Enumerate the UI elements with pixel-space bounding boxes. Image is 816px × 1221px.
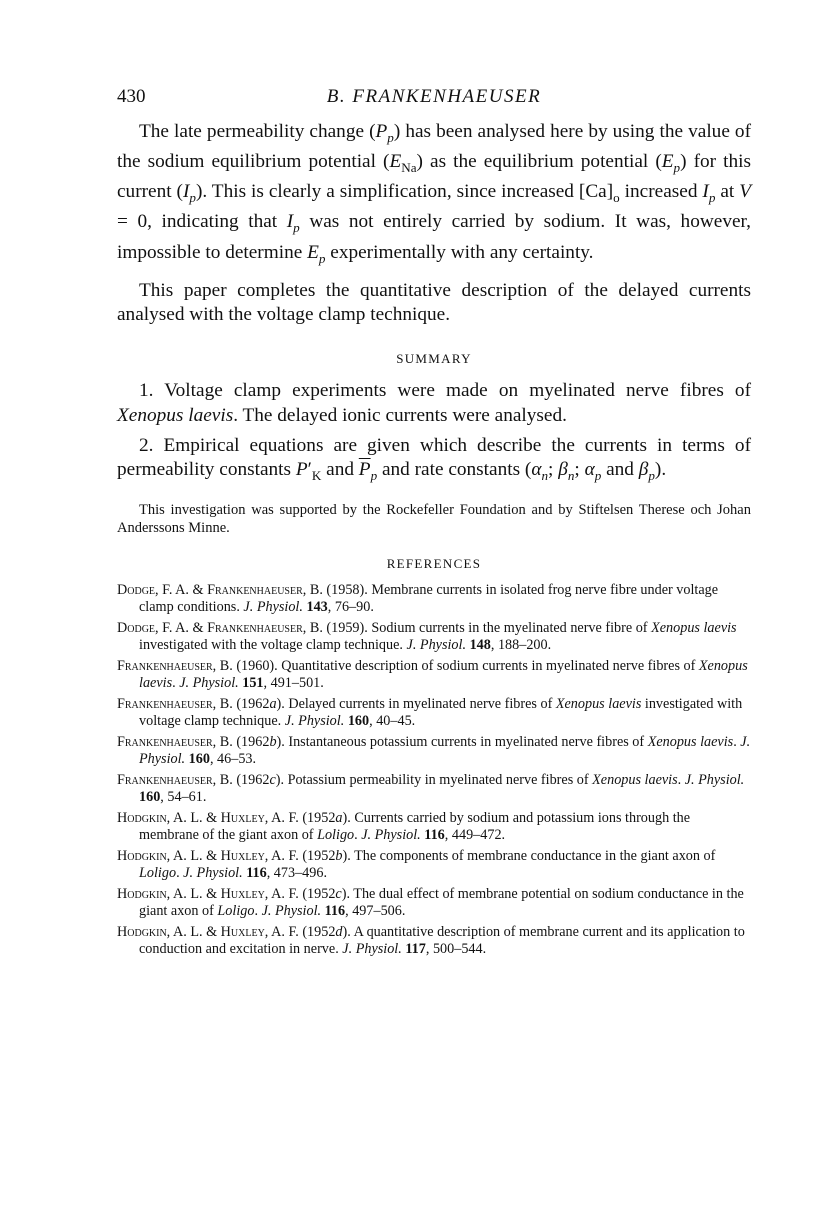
references-heading: REFERENCES xyxy=(386,556,482,572)
reference-item: Hodgkin, A. L. & Huxley, A. F. (1952a). Currents carried by sodium and potassium ions through the membrane of the giant axon of Loligo. J. Physiol. 116, 449–472. xyxy=(117,810,691,844)
reference-item: Hodgkin, A. L. & Huxley, A. F. (1952b). The components of membrane conductance in the giant axon of Loligo. J. Physiol. 116, 473–496. xyxy=(117,848,716,882)
reference-item: Frankenhaeuser, B. (1962a). Delayed currents in myelinated nerve fibres of Xenopus laevis investigated with voltage clamp technique. J. Physiol. 160, 40–45. xyxy=(117,696,743,730)
running-head: B. FRANKENHAEUSER xyxy=(326,86,542,107)
reference-item: Frankenhaeuser, B. (1962b). Instantaneous potassium currents in myelinated nerve fibres of Xenopus laevis. J. Physiol. 160, 46–53. xyxy=(117,734,751,768)
summary-item-1: 1. Voltage clamp experiments were made on myelinated nerve fibres of Xenopus laevis. The delayed ionic currents were analysed. xyxy=(117,380,751,426)
article-body xyxy=(117,120,751,962)
reference-list xyxy=(117,582,751,958)
summary-item-2: 2. Empirical equations are given which describe the currents in terms of permeability constants $P'_K$ and $\overline{P}_p$ and rate constants ($\alpha_n$; $\beta_n$; $\alpha_p$ and $\beta_p$). xyxy=(117,434,751,484)
summary-heading: SUMMARY xyxy=(396,351,472,367)
reference-item: Dodge, F. A. & Frankenhaeuser, B. (1958). Membrane currents in isolated frog nerve fibre under voltage clamp conditions. J. Physiol. 143, 76–90. xyxy=(117,582,719,616)
paragraph-conclusion: This paper completes the quantitative description of the delayed currents analysed with the voltage clamp technique. xyxy=(117,279,751,326)
reference-item: Frankenhaeuser, B. (1960). Quantitative description of sodium currents in myelinated nerve fibres of Xenopus laevis. J. Physiol. 151, 491–501. xyxy=(117,658,748,692)
reference-item: Dodge, F. A. & Frankenhaeuser, B. (1959). Sodium currents in the myelinated nerve fibre of Xenopus laevis investigated with the voltage clamp technique. J. Physiol. 148, 188–200. xyxy=(117,620,737,654)
page-header xyxy=(117,86,751,116)
reference-item: Frankenhaeuser, B. (1962c). Potassium permeability in myelinated nerve fibres of Xenopus laevis. J. Physiol. 160, 54–61. xyxy=(117,772,745,806)
page-number: 430 xyxy=(117,86,146,107)
acknowledgement: This investigation was supported by the Rockefeller Foundation and by Stiftelsen Therese och Johan Anderssons Minne. xyxy=(117,502,751,537)
paragraph-late-permeability: The late permeability change $(P_p)$ has been analysed here by using the value of the sodium equilibrium potential $(E_{Na})$ as the equilibrium potential $(E_p)$ for this current $(I_p)$. This is clearly a simplification, since increased $[Ca]_o$ increased $I_p$ at V = 0, indicating that $I_p$ was not entirely carried by sodium. It was, however, impossible to determine $E_p$ experimentally with any certainty. xyxy=(117,121,751,266)
reference-item: Hodgkin, A. L. & Huxley, A. F. (1952d). A quantitative description of membrane current and its application to conduction and excitation in nerve. J. Physiol. 117, 500–544. xyxy=(117,924,745,958)
reference-item: Hodgkin, A. L. & Huxley, A. F. (1952c). The dual effect of membrane potential on sodium conductance in the giant axon of Loligo. J. Physiol. 116, 497–506. xyxy=(117,886,744,920)
